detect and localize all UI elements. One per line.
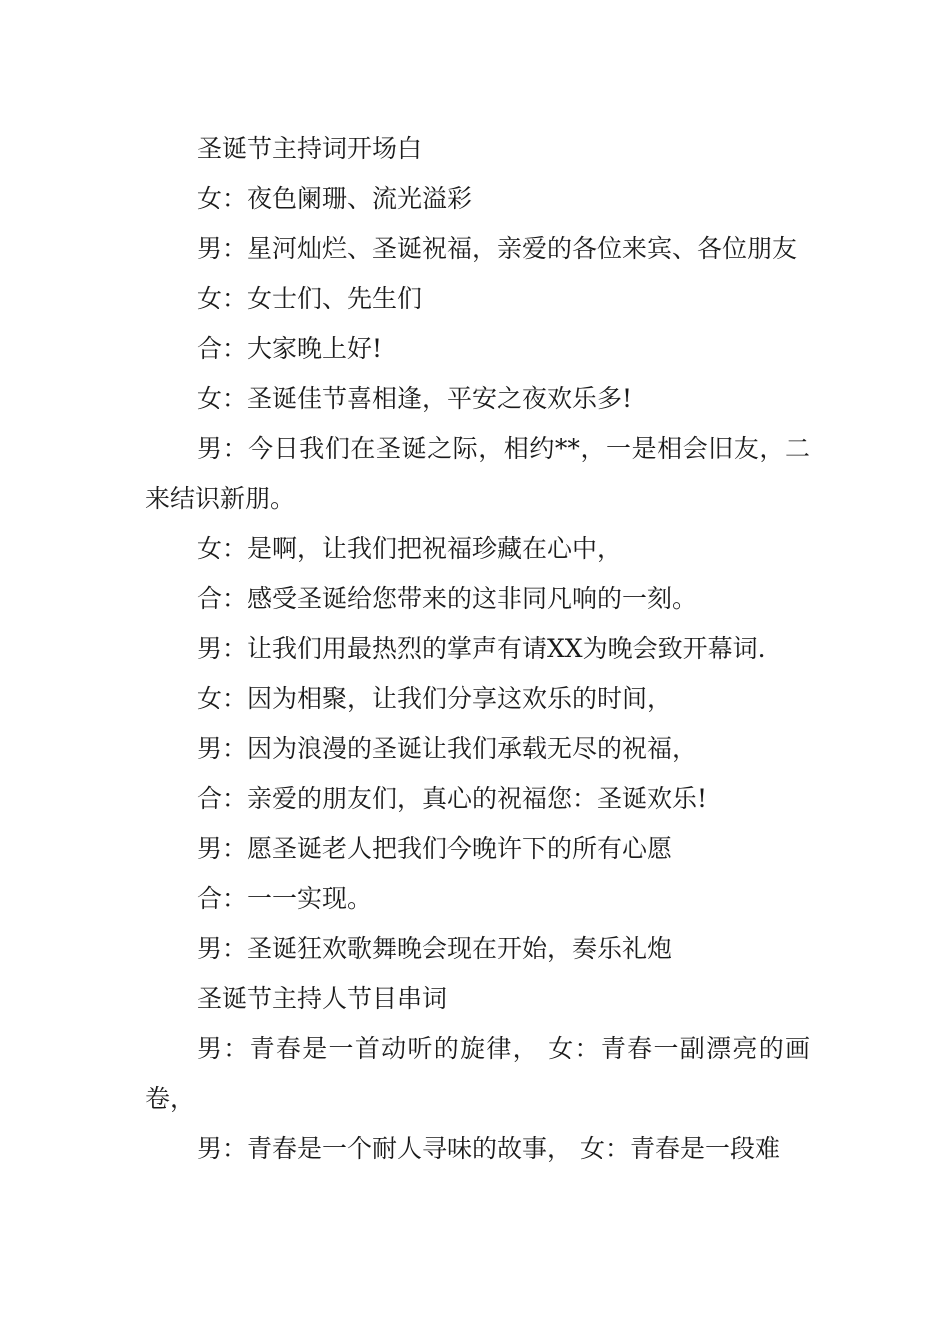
script-line: 女：因为相聚，让我们分享这欢乐的时间， <box>197 684 673 713</box>
script-line: 男：因为浪漫的圣诞让我们承载无尽的祝福， <box>197 734 698 763</box>
script-line: 合：亲爱的朋友们，真心的祝福您：圣诞欢乐! <box>197 784 708 813</box>
script-line: 男：青春是一个耐人寻味的故事， 女：青春是一段难 <box>197 1134 780 1163</box>
section-title-opening: 圣诞节主持词开场白 <box>197 134 423 163</box>
script-line: 女：圣诞佳节喜相逢，平安之夜欢乐多! <box>197 384 633 413</box>
script-line: 女：夜色阑珊、流光溢彩 <box>197 184 473 213</box>
script-line: 女：女士们、先生们 <box>197 284 423 313</box>
section-title-program: 圣诞节主持人节目串词 <box>197 984 448 1013</box>
script-line: 男：今日我们在圣诞之际，相约**，一是相会旧友，二来结识新朋。 <box>145 434 810 513</box>
script-line: 男：愿圣诞老人把我们今晚许下的所有心愿 <box>197 834 673 863</box>
script-line: 男：让我们用最热烈的掌声有请XX为晚会致开幕词. <box>197 634 766 663</box>
script-line: 合：大家晚上好! <box>197 334 383 363</box>
script-line: 合：感受圣诞给您带来的这非同凡响的一刻。 <box>197 584 698 613</box>
script-line: 男：星河灿烂、圣诞祝福，亲爱的各位来宾、各位朋友 <box>197 234 798 263</box>
script-line: 男：圣诞狂欢歌舞晚会现在开始，奏乐礼炮 <box>197 934 673 963</box>
script-line: 合：一一实现。 <box>197 884 373 913</box>
document-body <box>145 124 810 1174</box>
script-line: 男：青春是一首动听的旋律， 女：青春一副漂亮的画卷， <box>145 1034 810 1113</box>
script-line: 女：是啊，让我们把祝福珍藏在心中， <box>197 534 623 563</box>
